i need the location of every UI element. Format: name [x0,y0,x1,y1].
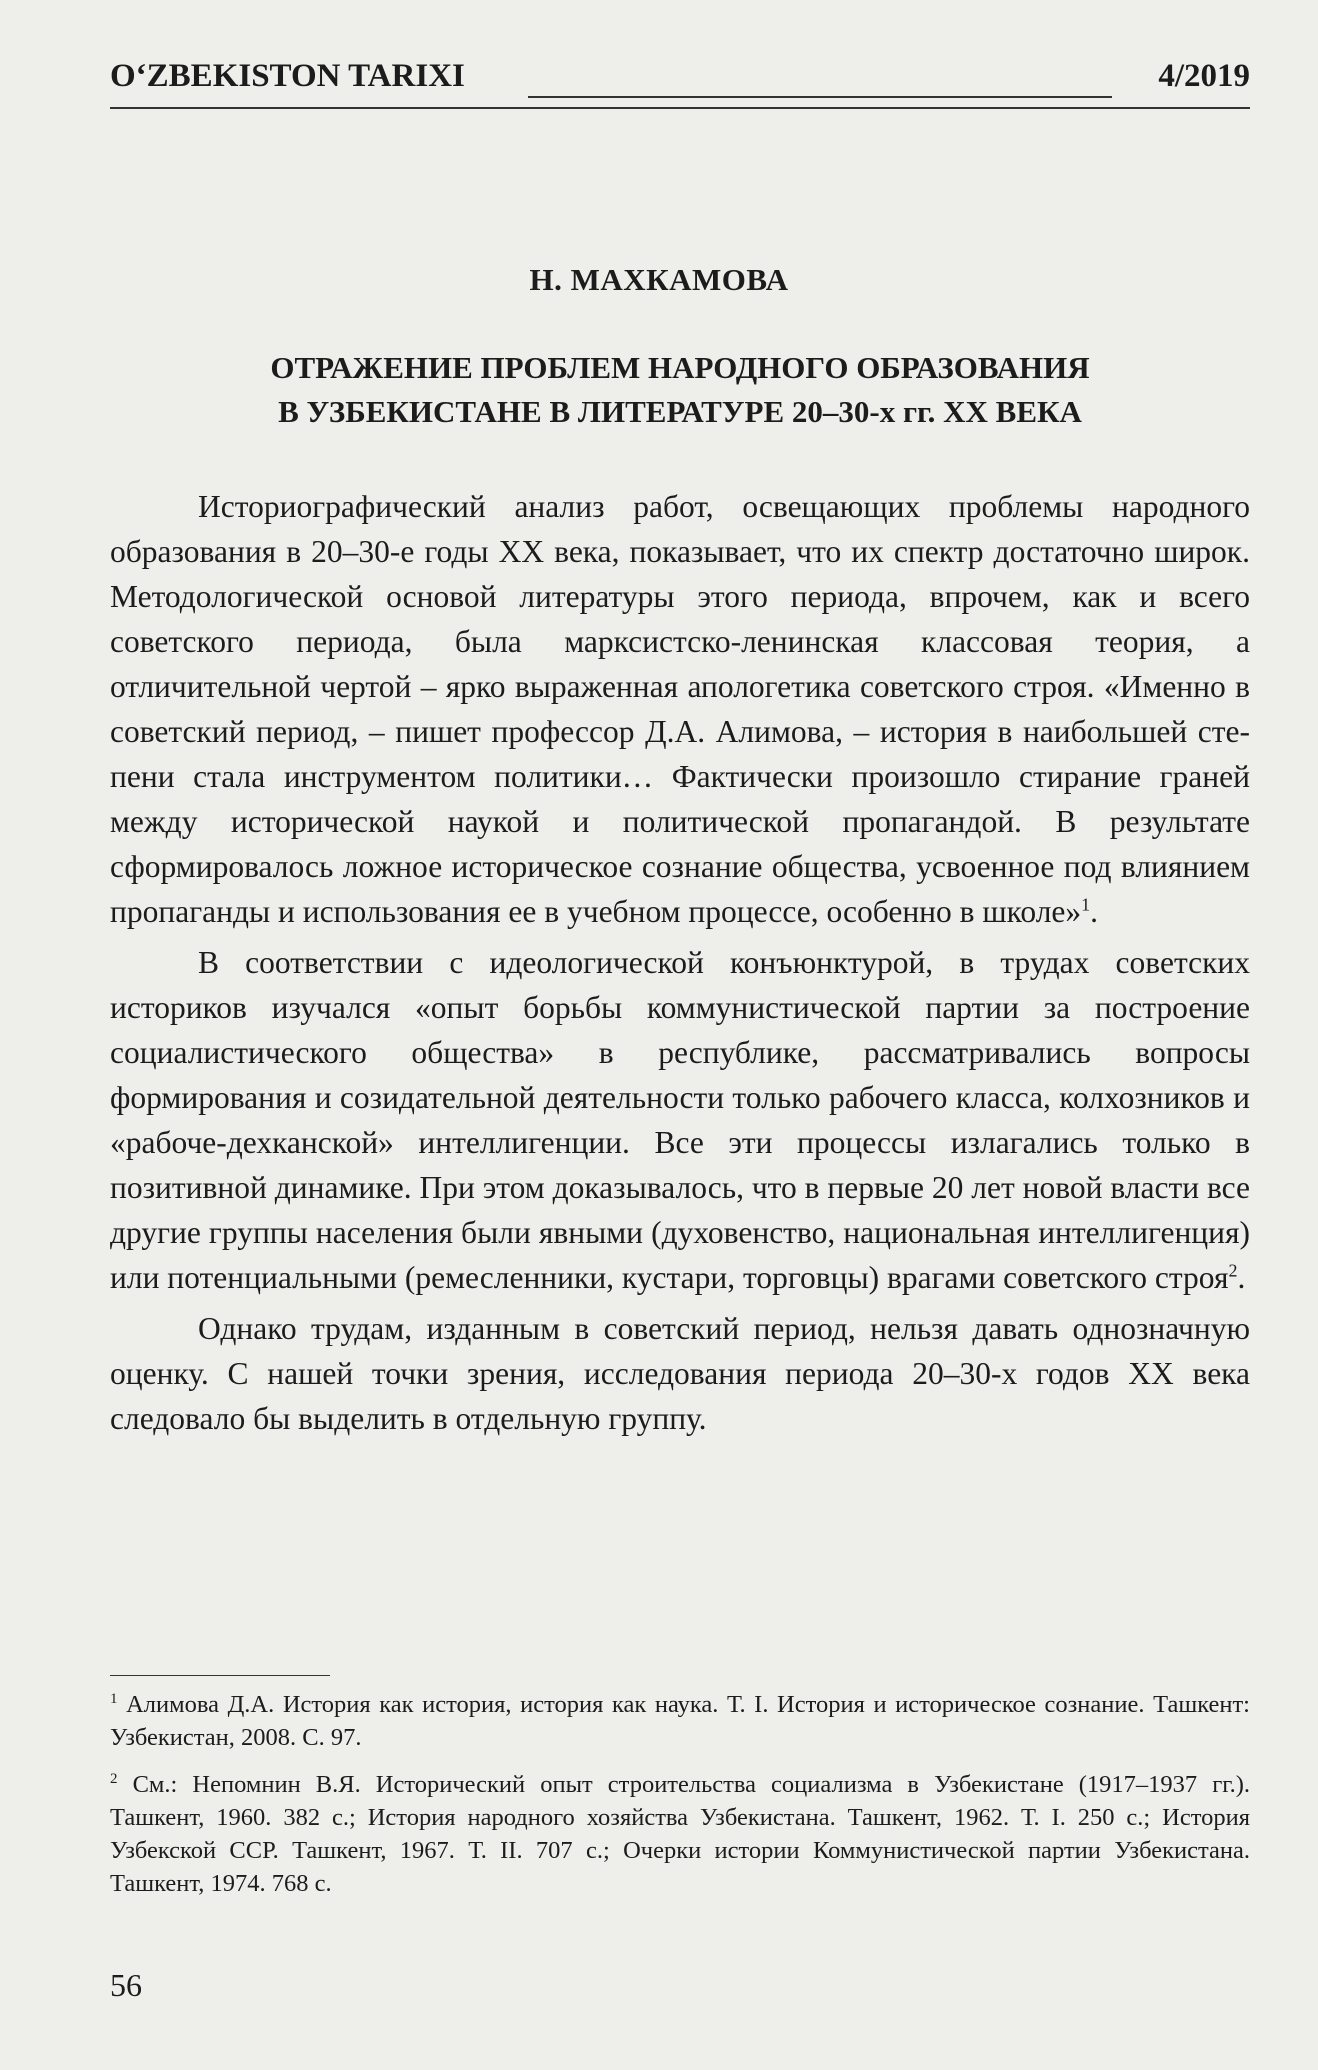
article-author: Н. МАХКАМОВА [529,262,789,297]
header-divider [110,107,1250,109]
paragraph-tail: . [1237,1260,1246,1295]
header-line [528,96,1112,98]
page-number: 56 [110,1967,142,2003]
footnote-2 [110,1768,1250,1900]
running-header [110,58,1250,100]
article-body [110,484,1250,1441]
issue-number: 4/2019 [1158,58,1250,94]
footnote-1 [110,1688,1250,1754]
article-title-line-1: ОТРАЖЕНИЕ ПРОБЛЕМ НАРОДНОГО ОБРАЗОВАНИЯ [270,350,1090,385]
footnote-divider [110,1675,330,1676]
paragraph-text: Историографический анализ работ, освещающих проблемы народного образования в 20–30-е годы XX века, показывает, что их спектр достаточно широк. Методологической основой литературы этого периода, впрочем, как и всего советского периода, была марксистско-ленинская классовая теория, а отличительной чертой – ярко выраженная апологетика советского строя. «Именно в советский период, – пишет профессор Д.А. Алимова, – история в наибольшей степени стала инструментом политики… Фактически произошло стирание граней между исторической наукой и политической пропагандой. В результате сформировалось ложное историческое сознание общества, усвоенное под влиянием пропаганды и использования ее в учебном процессе, особенно в школе» [110,489,1250,929]
paragraph-2 [110,940,1250,1300]
footnote-ref-1[interactable]: 1 [1081,894,1091,915]
journal-name: O‘ZBEKISTON TARIXI [110,58,465,94]
paragraph-3 [110,1306,1250,1441]
article-title [110,346,1250,434]
article-title-line-2: В УЗБЕКИСТАНЕ В ЛИТЕРАТУРЕ 20–30-х гг. XX ВЕКА [278,394,1082,429]
footnote-text: Алимова Д.А. История как история, история как наука. Т. I. История и историческое сознание. Ташкент: Узбекистан, 2008. С. 97. [110,1691,1250,1751]
footnotes [110,1688,1250,1900]
footnote-text: См.: Непомнин В.Я. Исторический опыт строительства социализма в Узбекистане (1917–1937 гг.). Ташкент, 1960. 382 с.; История народного хозяйства Узбекистана. Ташкент, 1962. Т. I. 250 с.; История Узбекской ССР. Ташкент, 1967. Т. II. 707 с.; Очерки истории Коммунистической партии Узбекистана. Ташкент, 1974. 768 с. [110,1771,1250,1897]
paragraph-1 [110,484,1250,934]
paragraph-text: В соответствии с идеологической конъюнктурой, в трудах советских историков изучался «опыт борьбы коммунистической партии за построение социалистического общества» в республике, рассматривались вопросы формирования и созидательной деятельности только рабочего класса, колхозников и «рабоче-дехканской» интеллигенции. Все эти процессы излагались только в позитивной динамике. При этом доказывалось, что в первые 20 лет новой власти все другие группы населения были явными (духовенство, национальная интеллигенция) или потенциальными (ремесленники, кустари, торговцы) врагами советского строя [110,945,1251,1295]
footnote-mark: 2 [110,1770,118,1787]
footnote-ref-2[interactable]: 2 [1228,1260,1238,1281]
footnote-mark: 1 [110,1690,118,1707]
paragraph-tail: . [1090,894,1099,929]
paragraph-text: Однако трудам, изданным в советский период, нельзя давать однозначную оценку. С нашей точки зрения, исследования периода 20–30-х годов XX века следовало бы выделить в отдельную группу. [110,1311,1250,1436]
